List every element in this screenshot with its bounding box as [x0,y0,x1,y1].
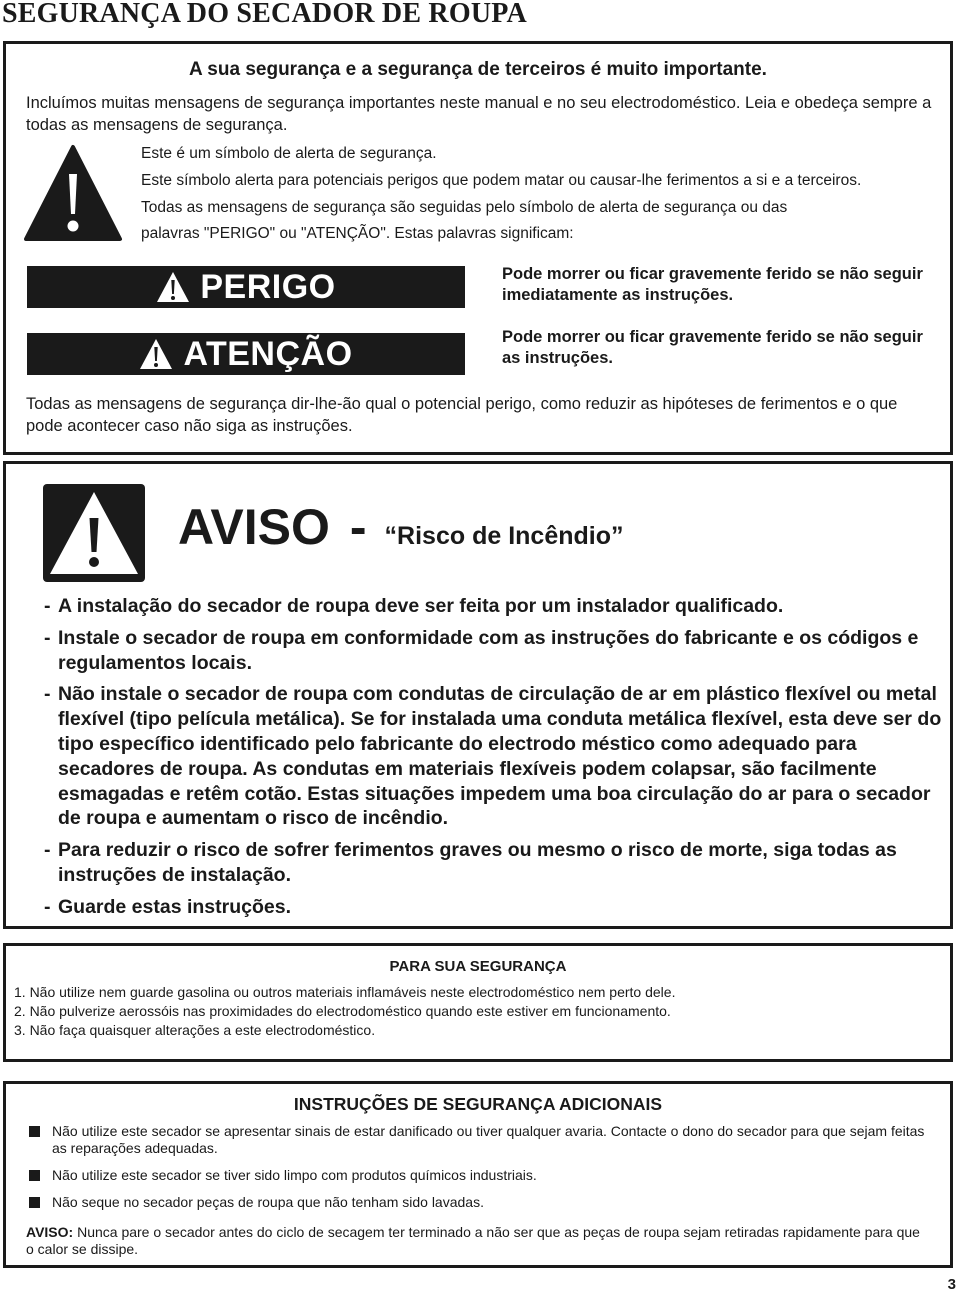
list-item: 1. Não utilize nem guarde gasolina ou outros materiais inflamáveis neste electrodoméstico nem perto dele. [14,984,676,1000]
alert-line-4: palavras "PERIGO" ou "ATENÇÃO". Estas palavras significam: [141,225,574,242]
alert-line-3: Todas as mensagens de segurança são seguidas pelo símbolo de alerta de segurança ou das [141,199,788,216]
list-item: - Guarde estas instruções. [44,895,944,920]
aviso-subtitle: “Risco de Incêndio” [384,522,624,550]
intro-footer: Todas as mensagens de segurança dir-lhe-ão qual o potencial perigo, como reduzir as hipóteses de ferimentos e o que pode acontecer caso não siga as instruções. [26,395,898,435]
page-title: SEGURANÇA DO SECADOR DE ROUPA [2,0,527,29]
alert-line-1: Este é um símbolo de alerta de segurança. [141,145,437,162]
atencao-description: Pode morrer ou ficar gravemente ferido se não seguir as instruções. [502,328,923,367]
square-bullet-icon [29,1170,40,1181]
alert-line-2: Este símbolo alerta para potenciais perigos que podem matar ou causar-lhe ferimentos a si e a terceiros. [141,172,862,189]
list-item: - Para reduzir o risco de sofrer ferimentos graves ou mesmo o risco de morte, siga todas as instruções de instalação. [44,838,944,888]
list-item: 3. Não faça quaisquer alterações a este electrodoméstico. [14,1022,376,1038]
list-item: Não seque no secador peças de roupa que não tenham sido lavadas. [26,1194,926,1211]
additional-instructions-box [3,1081,953,1268]
list-item: Não utilize este secador se apresentar sinais de estar danificado ou tiver qualquer avaria. Contacte o dono do secador para que sejam feitas as reparações adequadas. [26,1123,926,1157]
list-item: - Não instale o secador de roupa com condutas de circulação de ar em plástico flexível ou metal flexível (tipo película metálica). Se for instalada uma conduta metálica flexível, esta deve ser do tipo específico identificado pelo fabricante do electrodo méstico como adequado para secadores de roupa. As condutas em materiais flexíveis podem colapsar, são facilmente esmagadas e retêm cotão. Estas situações impedem uma boa circulação do ar para o secador de roupa e aumentam o risco de incêndio. [44,682,944,831]
list-item: 2. Não pulverize aerossóis nas proximidades do electrodoméstico quando este estiver em funcionamento. [14,1003,671,1019]
list-item: - A instalação do secador de roupa deve ser feita por um instalador qualificado. [44,594,944,619]
safety-list [14,983,944,1040]
list-item: Não utilize este secador se tiver sido limpo com produtos químicos industriais. [26,1167,926,1184]
aviso-label: AVISO: [26,1224,74,1240]
warning-icon [43,484,145,582]
perigo-label [27,266,465,308]
square-bullet-icon [29,1126,40,1137]
perigo-description: Pode morrer ou ficar gravemente ferido se não seguir imediatamente as instruções. [502,265,923,304]
atencao-text: ATENÇÃO [183,334,353,373]
atencao-label [27,333,465,375]
for-your-safety-box [3,943,953,1062]
additional-list [26,1123,926,1221]
square-bullet-icon [29,1197,40,1208]
additional-aviso [26,1224,926,1258]
fire-warning-list [44,594,944,927]
page-number: 3 [947,1276,956,1293]
safety-alert-icon [23,144,123,244]
intro-text: Incluímos muitas mensagens de segurança importantes neste manual e no seu electrodoméstico. Leia e obedeça sempre a todas as mensagens de segurança. [26,94,932,134]
aviso-dash: - [349,499,367,555]
atencao-alert-icon [139,338,173,370]
fire-warning-box [3,461,953,929]
intro-heading: A sua segurança e a segurança de terceiros é muito importante. [189,59,767,80]
aviso-title: AVISO [178,499,330,555]
aviso-heading [178,498,623,556]
list-item: - Instale o secador de roupa em conformidade com as instruções do fabricante e os códigos e regulamentos locais. [44,626,944,676]
aviso-text: Nunca pare o secador antes do ciclo de secagem ter terminado a não ser que as peças de roupa sejam retiradas rapidamente para que o calor se dissipe. [26,1224,920,1257]
perigo-alert-icon [156,271,190,303]
additional-heading: INSTRUÇÕES DE SEGURANÇA ADICIONAIS [293,1094,663,1114]
safety-heading: PARA SUA SEGURANÇA [389,958,567,975]
perigo-text: PERIGO [200,267,336,306]
safety-intro-box [3,41,953,455]
